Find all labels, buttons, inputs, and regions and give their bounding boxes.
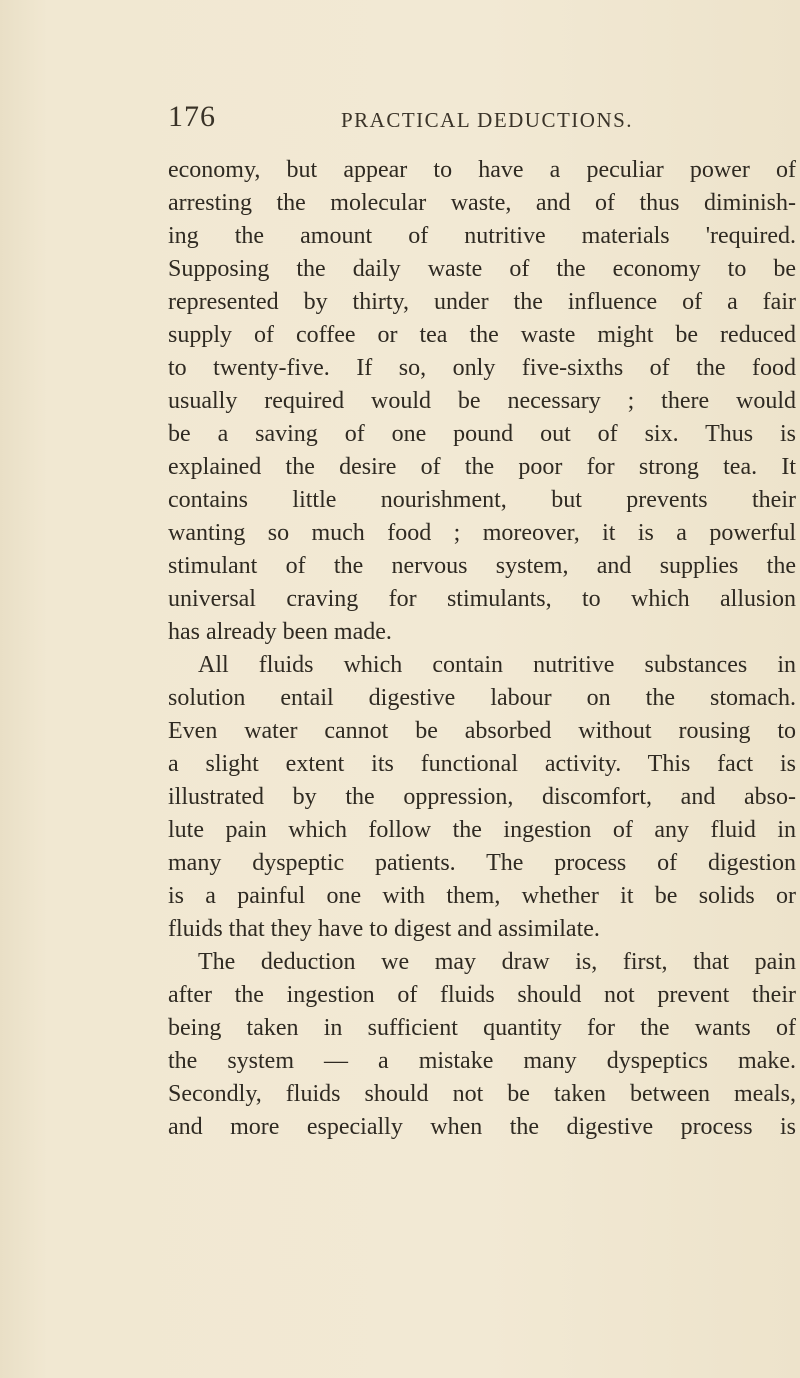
- text-line: be a saving of one pound out of six. Thus is: [168, 421, 796, 447]
- paragraph-start-line: The deduction we may draw is, first, that pain: [198, 949, 796, 975]
- text-line: solution entail digestive labour on the stomach.: [168, 685, 796, 711]
- text-line: economy, but appear to have a peculiar power of: [168, 157, 796, 183]
- running-head: PRACTICAL DEDUCTIONS.: [341, 108, 634, 132]
- paragraph-end-line: fluids that they have to digest and assimilate.: [168, 916, 600, 942]
- text-line: lute pain which follow the ingestion of any fluid in: [168, 817, 796, 843]
- text-line: arresting the molecular waste, and of thus diminish-: [168, 190, 796, 216]
- text-line: stimulant of the nervous system, and supplies the: [168, 553, 796, 579]
- paragraph-start-line: All fluids which contain nutritive substances in: [198, 652, 796, 678]
- text-line: represented by thirty, under the influence of a fair: [168, 289, 796, 315]
- paragraph-end-line: has already been made.: [168, 619, 392, 645]
- text-line: being taken in sufficient quantity for the wants of: [168, 1015, 796, 1041]
- page-number: 176: [168, 100, 216, 133]
- body-text: [168, 154, 800, 1144]
- text-line: explained the desire of the poor for strong tea. It: [168, 454, 796, 480]
- text-line: a slight extent its functional activity. This fact is: [168, 751, 796, 777]
- text-line: Supposing the daily waste of the economy to be: [168, 256, 796, 282]
- text-line: many dyspeptic patients. The process of digestion: [168, 850, 796, 876]
- text-line: Secondly, fluids should not be taken between meals,: [168, 1081, 796, 1107]
- text-line: Even water cannot be absorbed without rousing to: [168, 718, 796, 744]
- text-line: usually required would be necessary ; there would: [168, 388, 796, 414]
- text-line: supply of coffee or tea the waste might be reduced: [168, 322, 796, 348]
- text-line: to twenty-five. If so, only five-sixths of the food: [168, 355, 796, 381]
- text-line: wanting so much food ; moreover, it is a powerful: [168, 520, 796, 546]
- text-line: contains little nourishment, but prevents their: [168, 487, 796, 513]
- text-line: illustrated by the oppression, discomfort, and abso-: [168, 784, 796, 810]
- text-line: the system — a mistake many dyspeptics make.: [168, 1048, 796, 1074]
- page-header: [168, 100, 768, 140]
- text-line: after the ingestion of fluids should not prevent their: [168, 982, 796, 1008]
- text-line: universal craving for stimulants, to which allusion: [168, 586, 796, 612]
- text-line: and more especially when the digestive process is: [168, 1114, 796, 1140]
- text-line: ing the amount of nutritive materials 'required.: [168, 223, 796, 249]
- text-line: is a painful one with them, whether it be solids or: [168, 883, 796, 909]
